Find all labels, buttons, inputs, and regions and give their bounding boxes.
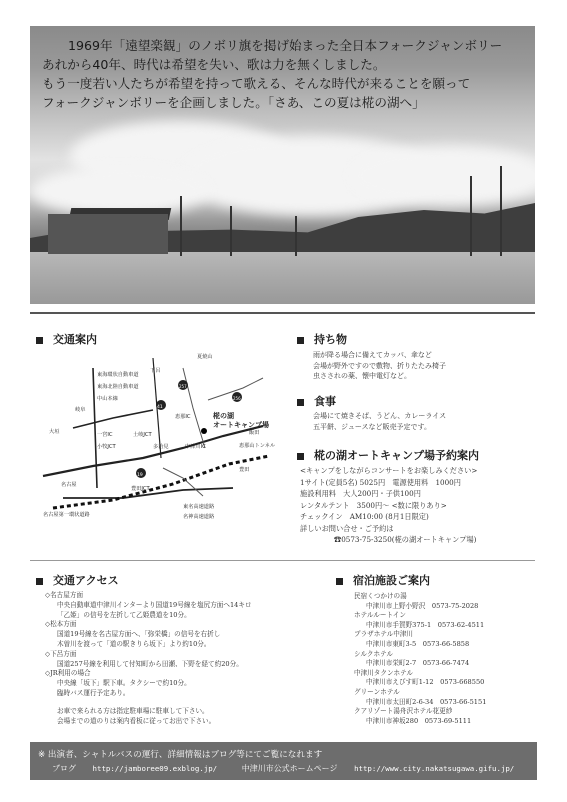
map-label: 土岐JCT	[133, 432, 152, 438]
section-heading-traffic: 交通案内	[36, 331, 97, 347]
lodging-list	[354, 592, 486, 726]
access-text	[45, 591, 252, 726]
hero-line: 1969年「遠望楽観」のノボリ旗を掲げ始まった全日本フォークジャンボリー	[68, 38, 503, 53]
section-heading-belongings: 持ち物	[297, 331, 347, 347]
map-label: 名古屋第一環状道路	[43, 512, 90, 518]
camp-label: 椛の湖	[213, 412, 234, 420]
divider	[30, 312, 535, 314]
map-label: 一宮IC	[97, 432, 113, 438]
access-block-title: ◇名古屋方面	[45, 591, 84, 599]
text-line: お車で来られる方は指定駐車場に駐車して下さい。	[57, 706, 209, 715]
lodging-name: グリーンホテル	[354, 687, 400, 696]
map-label: 名神高速道路	[183, 514, 215, 520]
text-line: 施設利用料 大人200円・子供100円	[300, 489, 421, 498]
text-line: 「乙姫」の信号を左折して乙姫農道を10分。	[57, 610, 191, 619]
route-number: 19	[137, 473, 143, 478]
section-heading-access: 交通アクセス	[36, 572, 119, 588]
lodging-name: プラザホテル中津川	[354, 630, 414, 639]
hero-line: フォークジャンボリーを企画しました。「さあ、この夏は椛の湖へ」	[42, 95, 425, 110]
text-line: 木曽川を渡って「道の駅きりら坂下」より約10分。	[57, 639, 211, 648]
footer-notice: ※ 出演者、シャトルバスの運行、詳細情報はブログ等にてご覧になれます	[38, 750, 323, 760]
section-heading-food: 食事	[297, 393, 336, 409]
text-line: 虫さされの薬、懐中電灯など。	[313, 372, 411, 380]
access-block-title: ◇JR利用の場合	[45, 669, 91, 678]
camp-phone: ☎0573-75-3250(椛の湖オートキャンプ場)	[334, 535, 477, 544]
map-label: 小牧JCT	[97, 444, 116, 450]
text-line: 雨が降る場合に備えてカッパ、傘など	[313, 351, 432, 359]
map-label: 恵那IC	[175, 414, 191, 420]
hero-line: もう一度若い人たちが希望を持って歌える、そんな時代が来ることを願って	[42, 76, 471, 91]
map-label: 中津川IC	[185, 444, 206, 450]
section-heading-lodging: 宿泊施設ご案内	[336, 572, 430, 588]
map-label: 夏焼山	[197, 354, 213, 360]
access-block-title: ◇下呂方面	[45, 649, 77, 658]
map-label: 東名高速道路	[183, 504, 215, 510]
route-number: 256	[233, 396, 241, 401]
stage	[48, 214, 168, 254]
map-label: 恵那山トンネル	[239, 443, 275, 449]
text-line: レンタルテント 3500円～ <数に限りあり>	[300, 500, 447, 510]
access-block-title: ◇松本方面	[45, 620, 77, 629]
text-line: 五平餅、ジュースなど販売予定です。	[313, 422, 431, 431]
hero-message	[42, 36, 522, 112]
camp-label: オートキャンプ場	[213, 421, 269, 429]
map-label: 下呂	[150, 368, 161, 374]
city-label: 中津川市公式ホームページ	[241, 764, 338, 773]
blog-label: ブログ	[52, 764, 76, 773]
lodging-info: 中津川市栄町2-7 0573-66-7474	[366, 659, 470, 668]
lodging-info: 中津川市東町3-5 0573-66-5858	[366, 639, 470, 648]
map-label: 大垣	[49, 429, 60, 435]
hero-line: あれから40年、時代は希望を失い、歌は力を無くしました。	[42, 57, 386, 72]
map-label: 中山本線	[97, 396, 118, 402]
footer-banner	[30, 742, 537, 780]
lodging-name: シルクホテル	[354, 649, 393, 658]
map-label: 多治見	[153, 444, 169, 450]
route-number: 257	[179, 384, 187, 389]
text-line: 中央線「坂下」駅下車。タクシーで約10分。	[57, 679, 191, 688]
map-label: 岐阜	[75, 407, 86, 413]
footer-links	[52, 763, 514, 774]
section-heading-camp: 椛の湖オートキャンプ場予約案内	[297, 447, 479, 463]
camp-tagline: <キャンプをしながらコンサートをお楽しみください>	[300, 466, 478, 475]
lodging-info: 中津川市神坂280 0573-69-5111	[366, 716, 472, 725]
map-label: 飯田	[249, 430, 260, 436]
text-line: チェックイン AM10:00 (8月1日限定)	[300, 512, 429, 521]
text-line: 国道19号線を名古屋方面へ、「弥栄橋」の信号を右折し	[57, 630, 221, 639]
text-line: 中央自動車道中津川インターより国道19号線を塩尻方面へ14キロ	[57, 600, 252, 609]
map-label: 東海環状自動車道	[97, 372, 139, 378]
food-text	[313, 411, 446, 432]
hero-photo	[30, 26, 535, 304]
traffic-map	[33, 348, 275, 526]
map-label: 名古屋	[61, 482, 77, 488]
route-number: 41	[157, 405, 163, 410]
lodging-info: 中津川市太田町2-6-34 0573-66-5151	[366, 697, 487, 706]
lodging-name: クアリゾート湯舟沢ホテル花更紗	[354, 707, 453, 716]
belongings-text	[313, 350, 446, 382]
map-label: 東海北陸自動車道	[97, 384, 139, 390]
camp-text	[300, 465, 477, 546]
text-line: 会場にて焼きそば、うどん、カレーライス	[313, 412, 447, 420]
map-label: 豊田JCT	[131, 486, 150, 492]
lodging-name: ホテルルートイン	[354, 611, 406, 620]
blog-link[interactable]: http://jamboree09.exblog.jp/	[92, 764, 218, 773]
lodging-name: 中津川タクンホテル	[354, 668, 414, 677]
lodging-name: 民宿くつかけの湯	[354, 592, 407, 600]
lodging-info: 中津川市手賀野375-1 0573-62-4511	[366, 620, 485, 629]
map-label: 豊田	[239, 467, 250, 473]
city-link[interactable]: http://www.city.nakatsugawa.gifu.jp/	[354, 764, 515, 773]
text-line: 会場が野外ですので敷物、折りたたみ椅子	[313, 361, 446, 370]
text-line: 臨時バス運行予定あり。	[57, 688, 130, 697]
lodging-info: 中津川市上野小野沢 0573-75-2028	[366, 601, 479, 610]
divider	[30, 560, 535, 561]
text-line: 会場までの道のりは案内看板に従ってお出で下さい。	[57, 716, 216, 725]
text-line: 詳しいお問い合せ・ご予約は	[300, 523, 394, 533]
text-line: 国道257号線を利用して付知町から田瀬、下野を経て約20分。	[57, 659, 243, 668]
text-line: 1サイト(定員5名) 5025円 電源使用料 1000円	[300, 477, 461, 487]
lodging-info: 中津川市えびす町1-12 0573-668550	[366, 678, 485, 687]
